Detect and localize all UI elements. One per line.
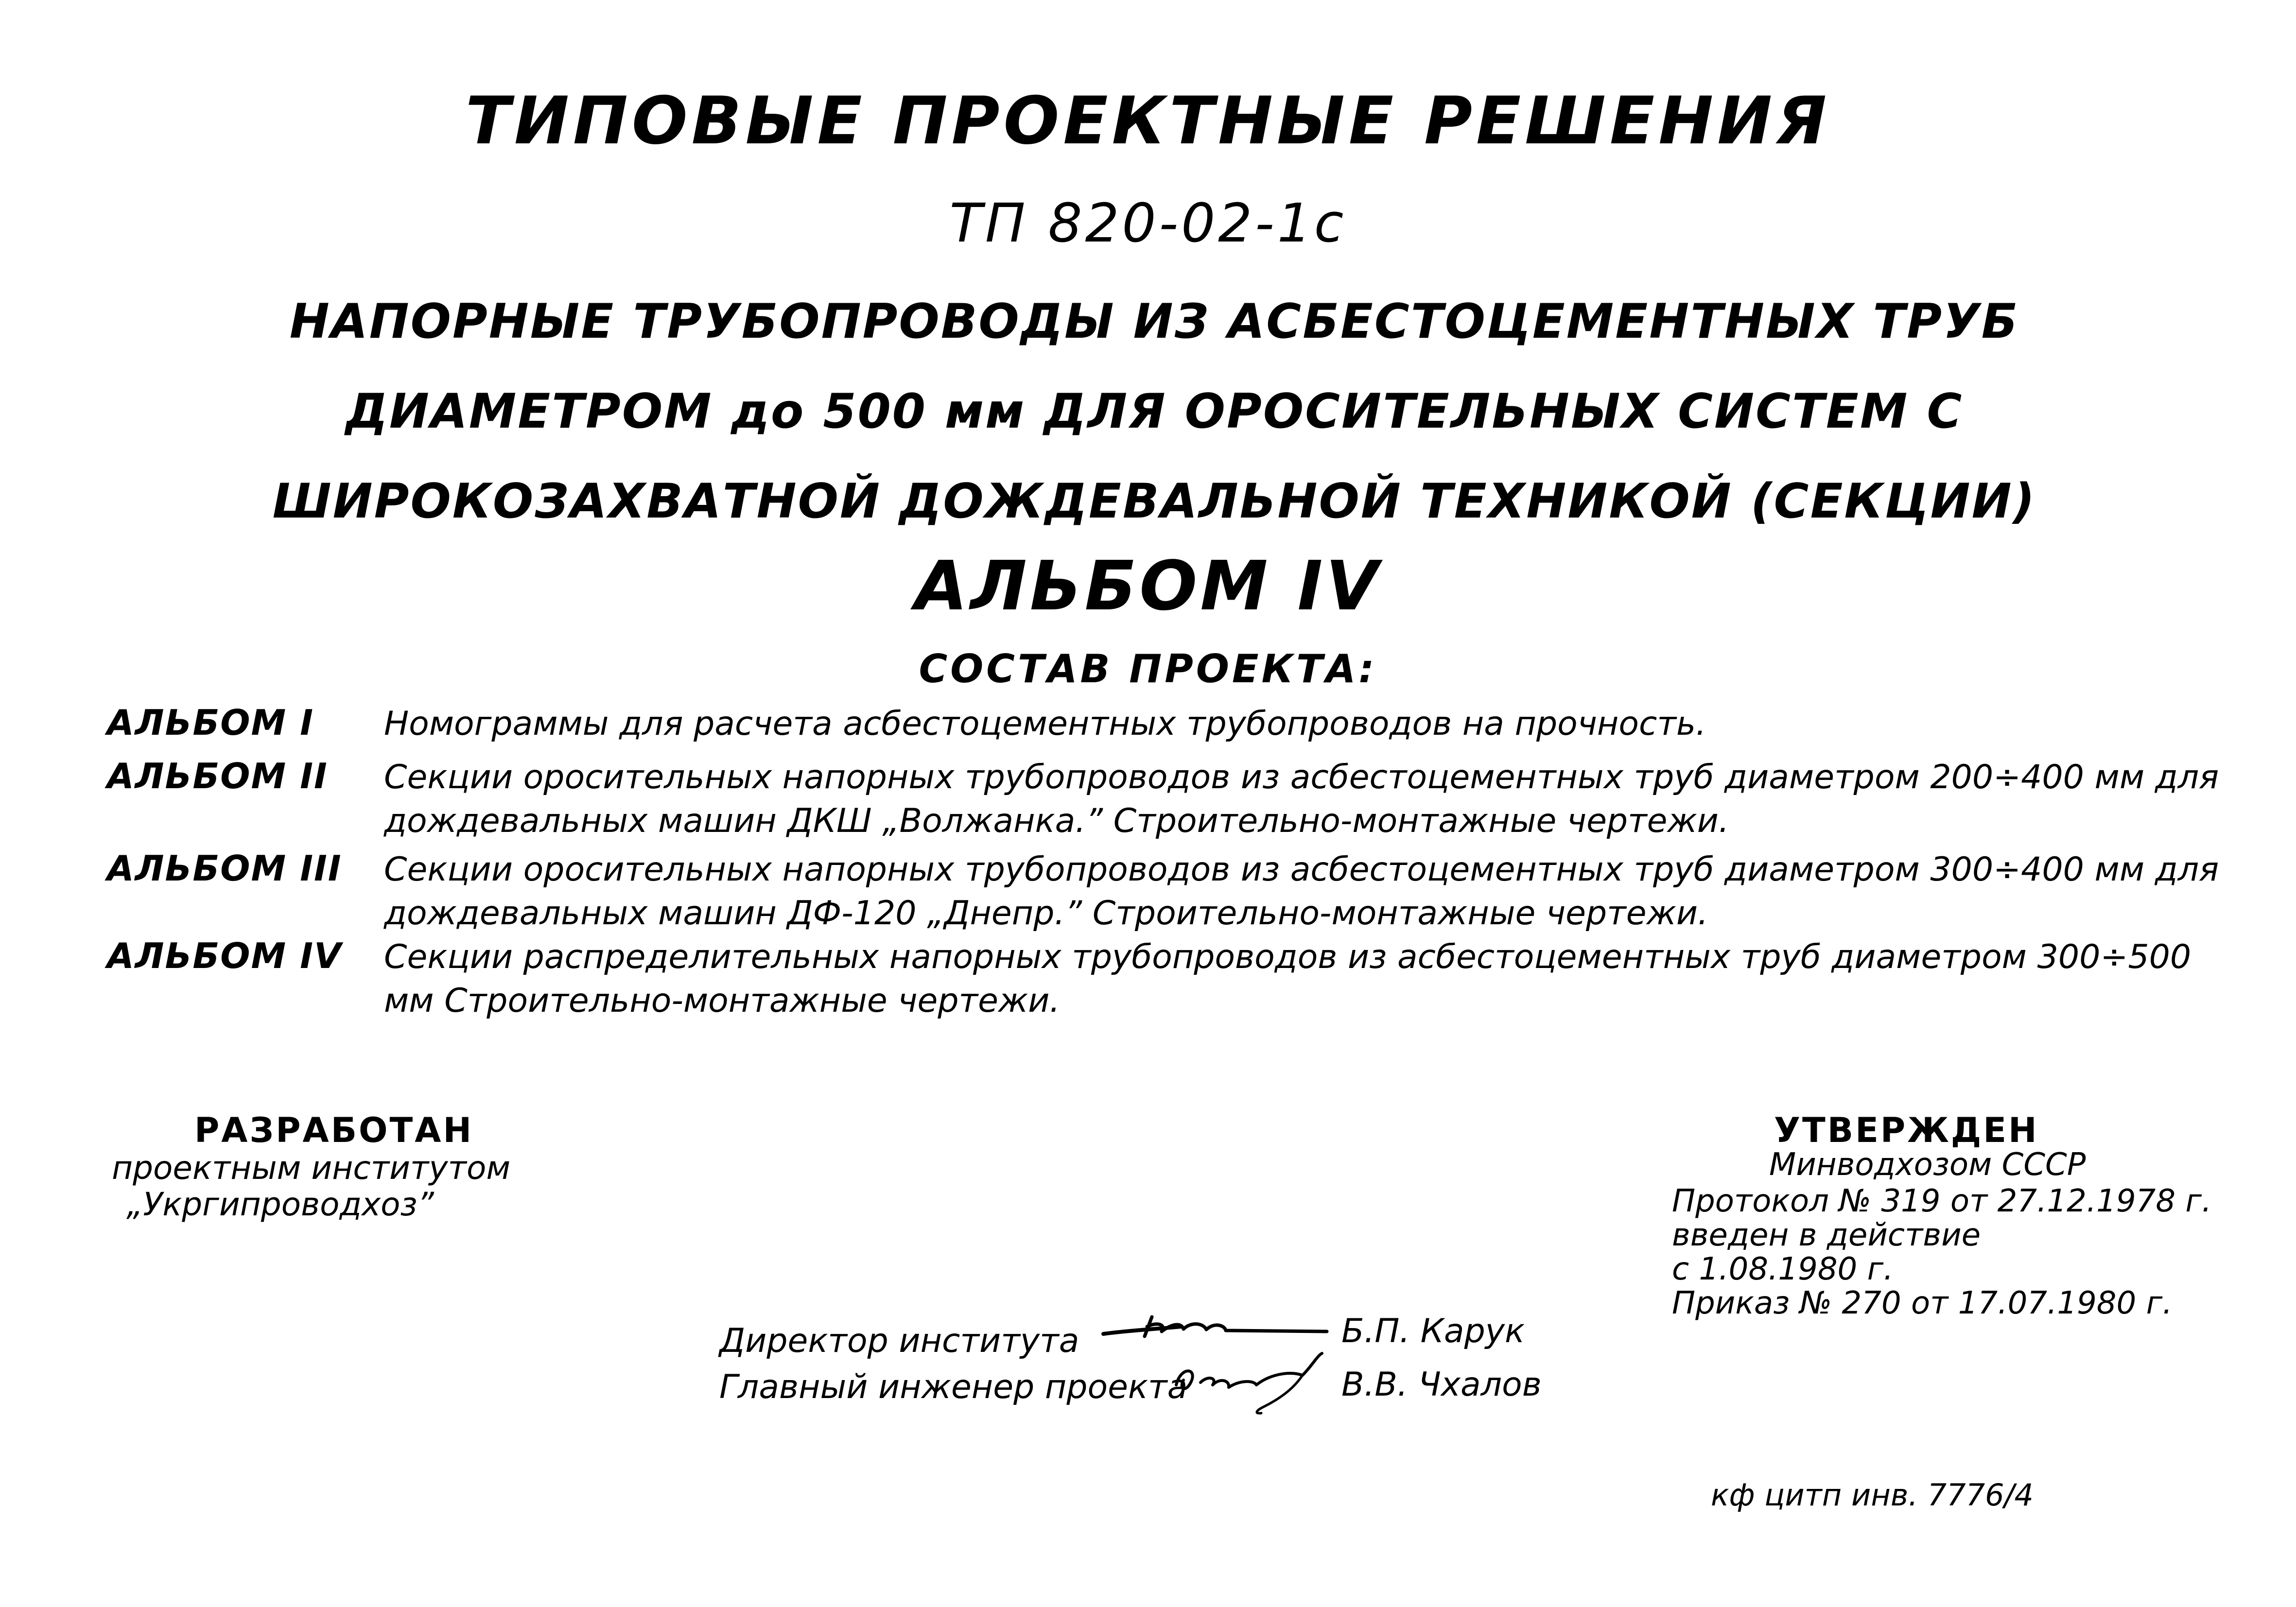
project-subject: НАПОРНЫЕ ТРУБОПРОВОДЫ ИЗ АСБЕСТОЦЕМЕНТНЫХ ТРУБ ДИАМЕТРОМ до 500 мм ДЛЯ ОРОСИТЕЛЬНЫХ СИСТЕМ С ШИРОКОЗАХВАТНОЙ ДОЖДЕВАЛЬНОЙ ТЕХНИКОЙ (СЕКЦИИ) bbox=[272, 294, 2036, 529]
approved-title: УТВЕРЖДЕН bbox=[1774, 1110, 2039, 1150]
developed-line: проектным институтом bbox=[112, 1149, 511, 1187]
chief-engineer-name: В.В. Чхалов bbox=[1341, 1365, 1542, 1404]
album-label: АЛЬБОМ IV bbox=[107, 935, 342, 976]
order-reference: Приказ № 270 от 17.07.1980 г. bbox=[1672, 1285, 2173, 1321]
effective-date: с 1.08.1980 г. bbox=[1672, 1251, 1894, 1287]
document-title: ТИПОВЫЕ ПРОЕКТНЫЕ РЕШЕНИЯ bbox=[465, 83, 1831, 159]
composition-heading: СОСТАВ ПРОЕКТА: bbox=[919, 646, 1377, 691]
album-label: АЛЬБОМ I bbox=[107, 702, 314, 743]
developer-institute: „Укргипроводхоз” bbox=[126, 1186, 434, 1223]
effective-note: введен в действие bbox=[1672, 1217, 1981, 1253]
album-label: АЛЬБОМ III bbox=[107, 848, 342, 889]
project-code: ТП 820-02-1с bbox=[949, 192, 1347, 254]
director-signature-icon bbox=[1098, 1307, 1332, 1351]
album-description: Секции оросительных напорных трубопроводов из асбестоцементных труб диаметром 200÷400 мм для дождевальных машин ДКШ „Волжанка.” Строительно-монтажные чертежи. bbox=[384, 758, 2219, 840]
album-number: АЛЬБОМ IV bbox=[915, 547, 1381, 626]
director-role: Директор института bbox=[719, 1322, 1079, 1360]
approving-authority: Минводхозом СССР bbox=[1769, 1147, 2086, 1183]
album-description: Секции распределительных напорных трубопроводов из асбестоцементных труб диаметром 300÷500 мм Строительно-монтажные чертежи. bbox=[384, 938, 2192, 1020]
album-description: Секции оросительных напорных трубопроводов из асбестоцементных труб диаметром 300÷400 мм для дождевальных машин ДФ-120 „Днепр.” Строительно-монтажные чертежи. bbox=[384, 850, 2219, 933]
approval-protocol: Протокол № 319 от 27.12.1978 г. bbox=[1672, 1183, 2212, 1219]
developed-title: РАЗРАБОТАН bbox=[194, 1110, 474, 1150]
director-name: Б.П. Карук bbox=[1341, 1312, 1525, 1350]
album-description: Номограммы для расчета асбестоцементных трубопроводов на прочность. bbox=[384, 705, 1706, 743]
album-label: АЛЬБОМ II bbox=[107, 756, 328, 796]
chief-engineer-signature-icon bbox=[1171, 1346, 1346, 1419]
chief-engineer-role: Главный инженер проекта bbox=[719, 1368, 1188, 1406]
archive-inventory-number: кф цитп инв. 7776/4 bbox=[1711, 1477, 2034, 1513]
